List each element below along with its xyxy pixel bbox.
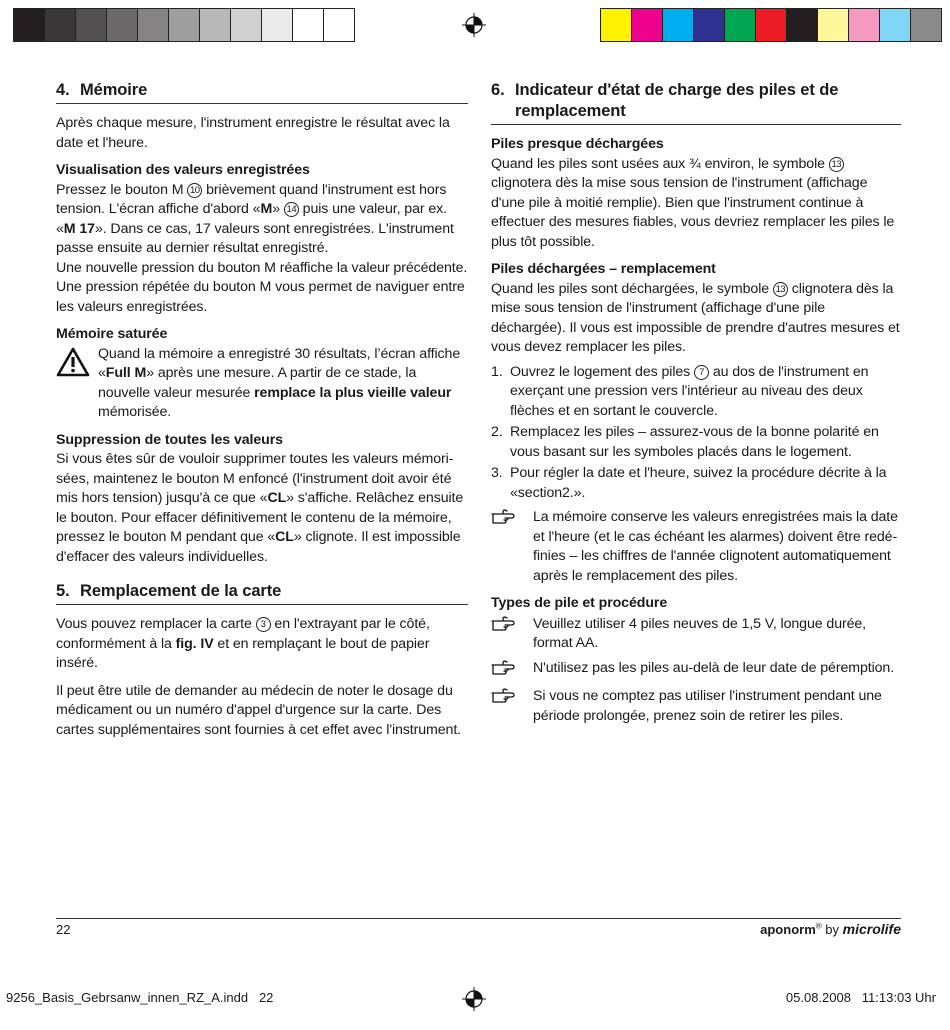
color-swatch	[663, 8, 694, 42]
registration-mark-icon	[462, 987, 486, 1011]
memory-full-heading: Mémoire saturée	[56, 326, 168, 342]
ref-circle-3: 3	[256, 617, 271, 632]
view-values-heading: Visualisation des valeurs enregistrées	[56, 162, 310, 178]
memory-full-warning	[56, 345, 468, 423]
color-swatch	[756, 8, 787, 42]
section-number: 6.	[491, 81, 505, 99]
battery-types-heading: Types de pile et procédure	[491, 595, 668, 611]
section-number: 4.	[56, 81, 70, 99]
section-number: 5.	[56, 582, 70, 600]
color-swatch	[849, 8, 880, 42]
section-title: Indicateur d'état de charge des piles et de remplacement	[515, 81, 839, 120]
ref-circle-10: 10	[187, 183, 202, 198]
tip-text: Si vous ne comptez pas utiliser l'instrument pendant une période prolongée, prenez soin de retirer les piles.	[533, 688, 882, 724]
delete-values-text: Si vous êtes sûr de vouloir supprimer toutes les valeurs mémorisées, maintenez le bouton M enfoncé (l'instrument doit avoir été mis hors tension) jusqu'à ce que «CL» s'affiche. Relâchez ensuite le bouton. Pour effacer définitivement le contenu de la mémoire, pressez le bouton M pendant que «CL» clignote. Il est impossible d'effacer des valeurs individuelles.	[56, 451, 464, 565]
color-swatch	[76, 8, 107, 42]
ref-circle-7: 7	[694, 365, 709, 380]
ref-circle-13: 13	[773, 282, 788, 297]
tip-item	[491, 687, 901, 726]
color-swatch	[13, 8, 45, 42]
memory-note-text: La mémoire conserve les valeurs enregistrées mais la date et l'heure (et le cas échéant les alarmes) doivent être redéfinies – les chiffres de l'année clignotent automatiquement après le remplacement des piles.	[533, 509, 898, 584]
color-swatch	[694, 8, 725, 42]
section-4-heading	[56, 80, 468, 104]
color-swatch	[911, 8, 942, 42]
pointing-hand-icon	[491, 508, 533, 586]
batteries-low-heading: Piles presque déchargées	[491, 136, 664, 152]
section-5-heading	[56, 581, 468, 605]
view-values-text: Pressez le bouton M 10 brièvement quand l'instrument est hors tension. L'écran affiche d'abord «M» 14 puis une valeur, par ex. «M 17». Dans ce cas, 17 valeurs sont enregistrées. L'instrument passe ensuite au dernier résultat enregistré.	[56, 181, 454, 256]
warning-triangle-icon	[56, 347, 90, 377]
color-swatch	[200, 8, 231, 42]
tip-item	[491, 659, 901, 683]
ref-circle-13: 13	[829, 157, 844, 172]
tip-text: N'utilisez pas les piles au-delà de leur date de péremption.	[533, 659, 895, 676]
section-title: Mémoire	[80, 81, 148, 99]
registration-mark-icon	[462, 13, 486, 37]
color-swatch	[293, 8, 324, 42]
color-swatch	[324, 8, 355, 42]
step-item: 2. Remplacez les piles – assurez-vous de la bonne polarité en vous basant sur les symboles placés dans le logement.	[491, 424, 879, 460]
ref-circle-14: 14	[284, 202, 299, 217]
step-item: 1. Ouvrez le logement des piles 7 au dos de l'instrument en exerçant une pression vers l'intérieur au niveau des deux flèches et en sortant le couvercle.	[491, 363, 869, 419]
color-swatch	[107, 8, 138, 42]
right-column	[491, 80, 901, 726]
card-replace-text-2: Il peut être utile de demander au médecin de noter le dosage du médicament ou un numéro d'appel d'urgence sur la carte. Des cartes supplémentaires sont fournies à cet effet avec l'instrument.	[56, 682, 462, 738]
footer-divider	[56, 918, 901, 919]
tip-text: Veuillez utiliser 4 piles neuves de 1,5 V, longue durée, format AA.	[533, 615, 867, 651]
tip-item	[491, 615, 901, 654]
color-swatch	[262, 8, 293, 42]
color-swatch	[600, 8, 632, 42]
page-number: 22	[56, 922, 71, 937]
batteries-empty-text: Quand les piles sont déchargées, le symbole 13 clignotera dès la mise sous tension de l'instrument (affichage d'une pile déchargée). Il vous est impossible de prendre d'autres mesures et vous devez remplacer les piles.	[491, 280, 900, 355]
pointing-hand-icon	[491, 615, 533, 654]
memory-full-text: Quand la mémoire a enregistré 30 résultats, l’écran affiche «Full M» après une mesure. A partir de ce stade, la nouvelle valeur mesurée remplace la plus vieille valeur mémorisée.	[98, 345, 461, 420]
color-calibration-bar	[600, 8, 942, 42]
card-replace-text: Vous pouvez remplacer la carte 3 en l'extrayant par le côté, conformément à la fig. IV et en remplaçant le bout de papier inséré.	[56, 616, 430, 671]
color-swatch	[632, 8, 663, 42]
memory-note	[491, 508, 901, 586]
pointing-hand-icon	[491, 659, 533, 683]
color-swatch	[231, 8, 262, 42]
section-title: Remplacement de la carte	[80, 582, 282, 600]
color-swatch	[725, 8, 756, 42]
batteries-empty-heading: Piles déchargées – remplacement	[491, 261, 716, 277]
color-swatch	[138, 8, 169, 42]
batteries-low-text: Quand les piles sont usées aux ¾ environ, le symbole 13 clignotera dès la mise sous tension de l'instrument (affichage d'une pile à moitié remplie). Bien que l'instrument continue à effectuer des mesures fiables, vous devriez remplacer les piles le plus tôt possible.	[491, 155, 895, 250]
delete-values-heading: Suppression de toutes les valeurs	[56, 431, 283, 448]
step-item: 3. Pour régler la date et l'heure, suivez la procédure décrite à la «section2.».	[491, 465, 887, 501]
color-swatch	[787, 8, 818, 42]
gray-calibration-bar	[13, 8, 355, 42]
print-slug-file: 9256_Basis_Gebrsanw_innen_RZ_A.indd 22	[6, 990, 274, 1005]
replacement-steps	[491, 363, 901, 504]
brand-logo: aponorm® by microlife	[760, 921, 901, 937]
view-values-text-2: Une nouvelle pression du bouton M réaffiche la valeur précédente. Une pression répétée du bouton M vous permet de naviguer entre les valeurs enregistrées.	[56, 259, 468, 315]
left-column	[56, 80, 468, 740]
pointing-hand-icon	[491, 687, 533, 726]
section-6-heading	[491, 80, 901, 125]
color-swatch	[880, 8, 911, 42]
color-swatch	[818, 8, 849, 42]
color-swatch	[169, 8, 200, 42]
color-swatch	[45, 8, 76, 42]
memory-intro: Après chaque mesure, l'instrument enregistre le résultat avec la date et l'heure.	[56, 115, 450, 151]
print-slug-date: 05.08.2008 11:13:03 Uhr	[785, 990, 936, 1005]
